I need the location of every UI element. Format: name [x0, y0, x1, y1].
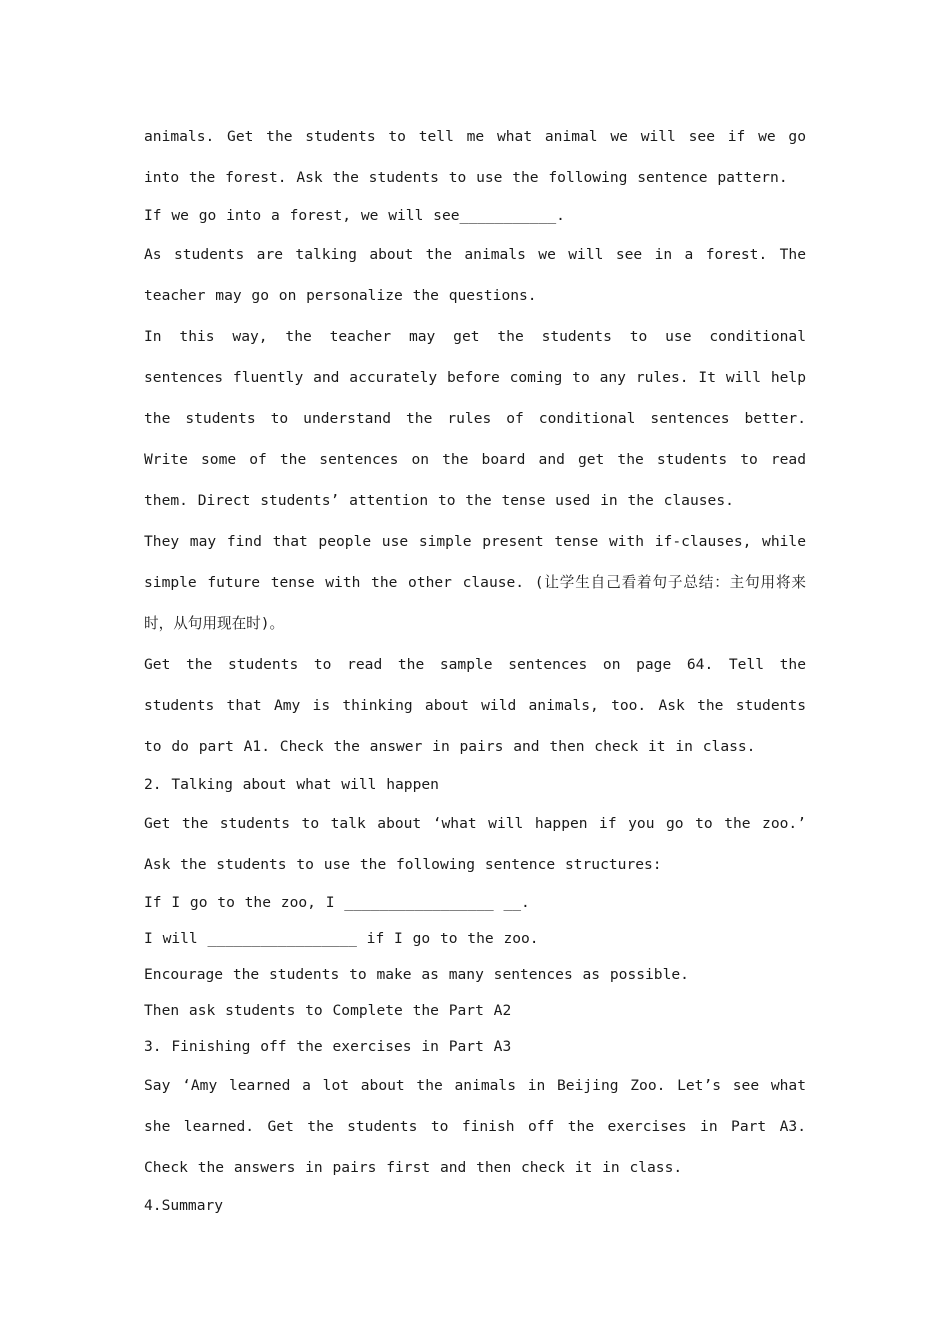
- heading-finishing-exercises: 3. Finishing off the exercises in Part A3: [144, 1038, 512, 1055]
- paragraph-personalize: As students are talking about the animals we will see in a forest. The teacher may go on personalize the questions.: [144, 246, 806, 304]
- sentence-structure-i-will: I will _________________ if I go to the zoo.: [144, 930, 539, 947]
- paragraph-sample-sentences: Get the students to read the sample sentences on page 64. Tell the students that Amy is thinking about wild animals, too. Ask the students to do part A1. Check the answer in pairs and then check it in class.: [144, 656, 806, 755]
- paragraph-zoo-talk: Get the students to talk about ‘what will happen if you go to the zoo.’ Ask the students to use the following sentence structures:: [144, 815, 806, 873]
- heading-talking-what-will-happen: 2. Talking about what will happen: [144, 776, 439, 793]
- document-body: [144, 116, 806, 1224]
- heading-summary: 4.Summary: [144, 1197, 224, 1214]
- paragraph-forest-animals: animals. Get the students to tell me what animal we will see if we go into the forest. Ask the students to use the following sentence pattern.: [144, 128, 806, 186]
- paragraph-part-a2: Then ask students to Complete the Part A2: [144, 1002, 512, 1019]
- paragraph-beijing-zoo: Say ‘Amy learned a lot about the animals in Beijing Zoo. Let’s see what she learned. Get the students to finish off the exercises in Part A3. Check the answers in pairs first and then check it in class.: [144, 1077, 806, 1176]
- sentence-pattern-forest: If we go into a forest, we will see___________.: [144, 207, 565, 224]
- paragraph-tense-summary: They may find that people use simple present tense with if-clauses, while simple future tense with the other clause. (让学生自己看着句子总结：主句用将来时，从句用现在时)。: [144, 533, 806, 632]
- sentence-structure-if-zoo: If I go to the zoo, I _________________ __.: [144, 894, 530, 911]
- paragraph-encourage: Encourage the students to make as many sentences as possible.: [144, 966, 689, 983]
- paragraph-conditional-sentences: In this way, the teacher may get the students to use conditional sentences fluently and accurately before coming to any rules. It will help the students to understand the rules of conditional sentences better. Write some of the sentences on the board and get the students to read them. Direct students’ attention to the tense used in the clauses.: [144, 328, 806, 509]
